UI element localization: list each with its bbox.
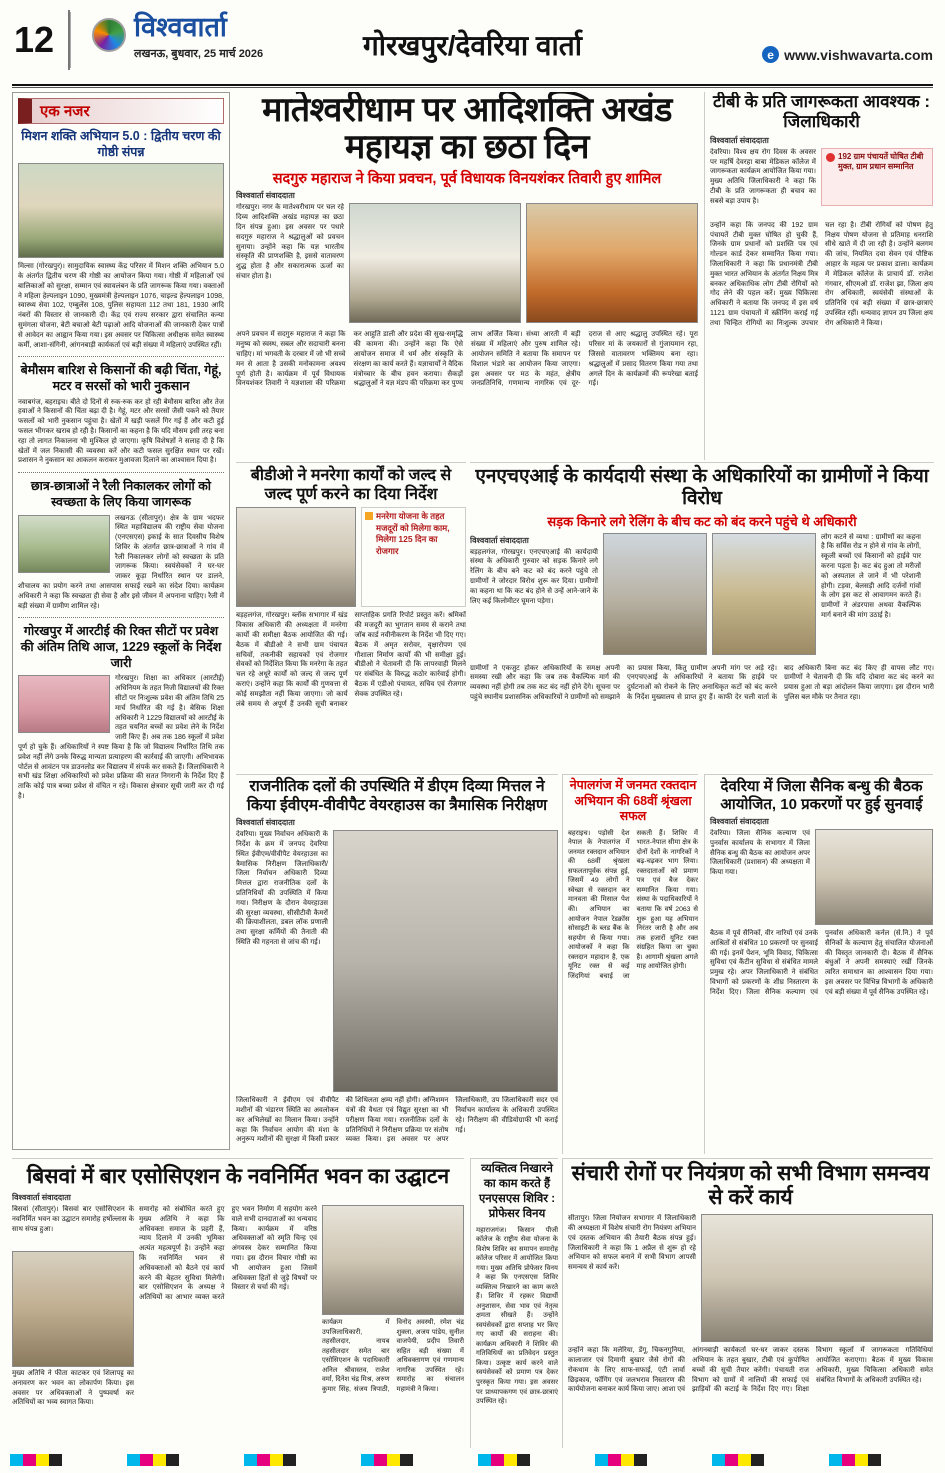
sidebar-article3-headline: छात्र-छात्राओं ने रैली निकालकर लोगों को स्वच्छता के लिए किया जागरूक	[30, 479, 212, 509]
biswan-headline: बिसवां में बार एसोसिएशन के नवनिर्मित भवन का उद्घाटन	[26, 1165, 450, 1188]
photo-sanchari-meeting	[701, 1214, 933, 1342]
main-lead: गोरखपुर। नगर के मातेश्वरीधाम पर चल रहे दिव्य आदिशक्ति अखंड महायज्ञ का छठा दिन संपन्न हुआ। इस अवसर पर पधारे सदगुरु महाराज ने श्रद्धालुओं को प्रवचन सुनाया। उन्होंने कहा कि यज्ञ भारतीय संस्कृति की प्राणशक्ति है, इससे वातावरण शुद्ध होता है और सकारात्मक ऊर्जा का संचार होता है।	[236, 204, 344, 281]
biswan-col-a-bottom: मुख्य अतिथि ने फीता काटकर एवं शिलापट्ट का अनावरण कर भवन का लोकार्पण किया। इस अवसर पर अधिवक्ताओं ने पुष्पवर्षा कर अतिथियों का भव्य स्वागत किया।	[12, 1370, 134, 1407]
tb-lead: देवरिया। विश्व क्षय रोग दिवस के अवसर पर महर्षि देवरहा बाबा मेडिकल कॉलेज में जागरूकता कार्यक्रम आयोजित किया गया। मुख्य अतिथि जिलाधिकारी ने कहा कि टीबी के प्रति जागरूकता ही बचाव का सबसे बड़ा उपाय है।	[710, 148, 816, 205]
bullet-dot-icon	[826, 153, 835, 162]
main-body: अपने प्रवचन में सदगुरु महाराज ने कहा कि मनुष्य को स्वस्थ, सबल और सदाचारी बनना चाहिए। मां भगवती के दरबार में जो भी सच्चे मन से आता है उसकी मनोकामना अवश्य पूर्ण होती है। कार्यक्रम में पूर्व विधायक विनयशंकर तिवारी ने यज्ञशाला की परिक्रमा कर आहुति डाली और प्रदेश की सुख-समृद्धि की कामना की। उन्होंने कहा कि ऐसे आयोजन समाज में धर्म और संस्कृति के संरक्षण का कार्य करते हैं। यज्ञाचार्यों ने वैदिक मंत्रोच्चार के बीच हवन कराया। सैकड़ों श्रद्धालुओं ने यज्ञ मंडप की परिक्रमा कर पुण्य लाभ अर्जित किया। संध्या आरती में बड़ी संख्या में महिलाएं और पुरुष शामिल रहे। आयोजन समिति ने बताया कि समापन पर विशाल भंडारे का आयोजन किया जाएगा। इस अवसर पर मठ के महंत, क्षेत्रीय जनप्रतिनिधि, गणमान्य नागरिक एवं दूर-दराज से आए श्रद्धालु उपस्थित रहे। पूरा परिसर मां के जयकारों से गुंजायमान रहा, जिससे वातावरण भक्तिमय बना रहा। श्रद्धालुओं में प्रसाद वितरण किया गया तथा अगले दिन के कार्यक्रमों की रूपरेखा बताई गई।	[236, 331, 698, 388]
bullet-square-icon	[365, 512, 373, 520]
sainik-photo-row	[710, 829, 933, 925]
biswan-column-b: समारोह को संबोधित करते हुए मुख्य अतिथि ने कहा कि अधिवक्ता समाज के प्रहरी हैं, न्याय दिलाने में उनकी भूमिका अत्यंत महत्वपूर्ण है। उन्होंने कहा कि नवनिर्मित भवन से अधिवक्ताओं को बैठने एवं कार्य करने की बेहतर सुविधा मिलेगी। बार एसोसिएशन के अध्यक्ष ने अतिथियों का आभार व्यक्त करते हुए भवन निर्माण में सहयोग करने वाले सभी दानदाताओं का धन्यवाद किया। कार्यक्रम में वरिष्ठ अधिवक्ताओं को स्मृति चिन्ह एवं अंगवस्त्र देकर सम्मानित किया गया। इस दौरान विचार गोष्ठी का भी आयोजन हुआ जिसमें अधिवक्ता हितों से जुड़े विषयों पर विस्तार से चर्चा की गई।	[139, 1206, 317, 1302]
sidebar-article1-headline: मिशन शक्ति अभियान 5.0 : द्वितीय चरण की गोष्ठी संपन्न	[21, 129, 221, 159]
photo-swachhata-rally	[18, 515, 110, 573]
header-rule	[12, 84, 933, 88]
sidebar-article1-body: मिल्सा (गोरखपुर)। सामुदायिक स्वास्थ्य केंद्र परिसर में मिशन शक्ति अभियान 5.0 के अंतर्गत द्वितीय चरण की गोष्ठी का आयोजन किया गया। गोष्ठी में महिलाओं एवं बालिकाओं को सुरक्षा, सम्मान एवं स्वावलंबन के प्रति जागरूक किया गया। वक्ताओं ने महिला हेल्पलाइन 1090, मुख्यमंत्री हेल्पलाइन 1076, चाइल्ड हेल्पलाइन 1098, स्वास्थ्य सेवा 102, एम्बुलेंस 108, पुलिस सहायता 112 तथा 181, 1930 आदि नंबरों की विस्तार से जानकारी दी। केंद्र एवं राज्य सरकार द्वारा संचालित कन्या सुमंगला योजना, बेटी बचाओ बेटी पढ़ाओ आदि योजनाओं की जानकारी देकर पात्रों से आवेदन का आह्वान किया गया। इस अवसर पर चिकित्सा अधीक्षक समेत स्वास्थ्य कर्मी, आशा-संगिनी, आंगनबाड़ी कार्यकर्ता एवं बड़ी संख्या में महिलाएं उपस्थित रहीं।	[18, 263, 224, 349]
evm-byline: विश्ववार्ता संवाददाता	[236, 818, 295, 828]
sanchari-headline: संचारी रोगों पर नियंत्रण को सभी विभाग समन्वय से करें कार्य	[571, 1162, 930, 1210]
photo-ribbon-cutting	[12, 1251, 134, 1367]
nhai-body: ग्रामीणों ने एकजुट होकर अधिकारियों के समक्ष अपनी समस्या रखी और कहा कि जब तक वैकल्पिक मार्ग की व्यवस्था नहीं होगी तब तक कट बंद नहीं होने देंगे। सूचना पर पहुंचे स्थानीय प्रशासनिक अधिकारियों ने ग्रामीणों को समझाने का प्रयास किया, किंतु ग्रामीण अपनी मांग पर अड़े रहे। एनएचएआई के अधिकारियों ने बताया कि हाईवे पर दुर्घटनाओं को रोकने के लिए अनाधिकृत कटों को बंद करने के निर्देश मुख्यालय से प्राप्त हुए हैं। काफी देर चली वार्ता के बाद अधिकारी बिना कट बंद किए ही वापस लौट गए। ग्रामीणों ने चेतावनी दी कि यदि दोबारा कट बंद करने का प्रयास हुआ तो बड़ा आंदोलन किया जाएगा। इस दौरान भारी पुलिस बल मौके पर तैनात रहा।	[470, 664, 934, 702]
tb-highlight-text: 192 ग्राम पंचायतें घोषित टीबी मुक्त, ग्राम प्रधान सम्मानित	[838, 151, 924, 172]
biswan-article	[12, 1158, 464, 1448]
photo-sainik-meeting	[815, 829, 933, 925]
main-photo-row	[236, 203, 698, 325]
nhai-lead: बड़हलगंज, गोरखपुर। एनएचएआई की कार्यदायी संस्था के अधिकारी गुरुवार को सड़क किनारे लगे रेलिंग के बीच बने कट को बंद करने पहुंचे तो ग्रामीणों ने जोरदार विरोध शुरू कर दिया। ग्रामीणों का कहना था कि कट बंद होने से उन्हें आने-जाने के लिए कई किलोमीटर घूमना पड़ेगा।	[470, 548, 598, 605]
website-link[interactable]	[762, 46, 933, 63]
divider	[18, 617, 224, 618]
section-title: गोरखपुर/देवरिया वार्ता	[363, 30, 582, 61]
masthead	[92, 14, 263, 61]
photo-mission-shakti-goshthi	[18, 163, 224, 258]
tb-top-row	[710, 148, 933, 218]
main-article	[236, 92, 698, 460]
raktdaan-body: बहराइच। पड़ोसी देश नेपाल के नेपालगंज में जनमत रक्तदान अभियान की 68वीं श्रृंखला सफलतापूर्वक संपन्न हुई, जिसमें 49 लोगों ने स्वेच्छा से रक्तदान कर मानवता की मिसाल पेश की। अभियान का आयोजन नेपाल रेडक्रॉस सोसाइटी के ब्लड बैंक के सहयोग से किया गया। आयोजकों ने कहा कि रक्तदान महादान है, एक यूनिट रक्त से कई जिंदगियां बचाई जा सकती हैं। शिविर में भारत-नेपाल सीमा क्षेत्र के दोनों देशों के नागरिकों ने बढ़-चढ़कर भाग लिया। रक्तदाताओं को प्रमाण पत्र एवं बैज देकर सम्मानित किया गया। संस्था के पदाधिकारियों ने बताया कि वर्ष 2063 से शुरू हुआ यह अभियान निरंतर जारी है और अब तक हजारों यूनिट रक्त संग्रहित किया जा चुका है। आगामी श्रृंखला अगले माह आयोजित होगी।	[568, 829, 698, 980]
nhai-article	[470, 462, 934, 772]
nhai-lead-column	[470, 533, 598, 660]
divider	[18, 472, 224, 473]
edition-line: लखनऊ, बुधवार, 25 मार्च 2026	[134, 48, 264, 60]
photo-manrega-meeting	[236, 507, 356, 607]
website-url: www.vishwavarta.com	[784, 46, 933, 63]
sainik-byline: विश्ववार्ता संवाददाता	[710, 817, 769, 826]
nhai-headline: एनएचएआई के कार्यदायी संस्था के अधिकारियों का ग्रामीणों ने किया विरोध	[475, 466, 929, 509]
main-subheadline: सदगुरु महाराज ने किया प्रवचन, पूर्व विधायक विनयशंकर तिवारी हुए शामिल	[272, 171, 662, 188]
sidebar-article2-body: नवाबगंज, बहराइच। बीते दो दिनों से रुक-रुक कर हो रही बेमौसम बारिश और तेज हवाओं ने किसानों की चिंता बढ़ा दी है। गेहूं, मटर और सरसों जैसी पकने को तैयार फसलों को भारी नुकसान पहुंचा है। खेतों में खड़ी फसलें गिर गई हैं और कटी हुई फसल भीगकर खराब हो रही है। किसानों का कहना है कि यदि मौसम इसी तरह बना रहा तो लागत निकालना भी मुश्किल हो जाएगा। कृषि विशेषज्ञों ने सलाह दी है कि खेतों में जल निकासी की व्यवस्था करें और कटी फसल सुरक्षित स्थान पर रखें। प्रशासन ने नुकसान का आकलन कराकर मुआवजा दिलाने का आश्वासन दिया है।	[18, 398, 224, 465]
photo-road-cut	[603, 533, 707, 655]
web-e-icon: e	[762, 46, 779, 63]
sidebar-article4-block	[18, 674, 224, 801]
bdo-headline: बीडीओ ने मनरेगा कार्यों को जल्द से जल्द पूर्ण करने का दिया निर्देश	[250, 467, 452, 504]
bdo-note-text: मनरेगा योजना के तहत मजदूरों को मिलेगा काम, मिलेगा 125 दिन का रोजगार	[376, 511, 450, 556]
ek-najar-panel	[12, 92, 230, 1150]
nhai-photo-row	[470, 533, 934, 660]
sanchari-photo-row	[568, 1214, 933, 1342]
nss-headline: व्यक्तित्व निखारने का काम करते हैं एनएसएस शिविर : प्रोफेसर विनय	[478, 1163, 556, 1220]
biswan-column-a	[12, 1205, 134, 1448]
sidebar-article3-body: लखनऊ (सीतापुर)। क्षेत्र के ग्राम भदफर स्थित महाविद्यालय की राष्ट्रीय सेवा योजना (एनएसएस) इकाई के सात दिवसीय विशेष शिविर के अंतर्गत छात्र-छात्राओं ने गांव में रैली निकालकर लोगों को स्वच्छता के प्रति जागरूक किया। स्वयंसेवकों ने घर-घर जाकर कूड़ा निर्धारित स्थान पर डालने, शौचालय का प्रयोग करने तथा आसपास सफाई रखने का संदेश दिया। कार्यक्रम अधिकारी ने कहा कि स्वच्छता ही सेवा है और इसे जीवन में अपनाना चाहिए। रैली में बड़ी संख्या में ग्रामीण शामिल रहे।	[18, 514, 224, 610]
sanchari-lead: सीतापुर। जिला नियोजन सभागार में जिलाधिकारी की अध्यक्षता में विशेष संचारी रोग नियंत्रण अभियान एवं दस्तक अभियान की तैयारी बैठक संपन्न हुई। जिलाधिकारी ने कहा कि 1 अप्रैल से शुरू हो रहे अभियान को सफल बनाने में सभी विभाग आपसी समन्वय से कार्य करें।	[568, 1215, 696, 1272]
biswan-columns	[12, 1205, 464, 1448]
nss-article	[470, 1158, 558, 1448]
sainik-article	[704, 774, 933, 1154]
photo-mahayagya-crowd	[526, 203, 698, 323]
sidebar-article3-block	[18, 514, 224, 612]
tb-highlight-box	[821, 148, 933, 206]
evm-lead: देवरिया। मुख्य निर्वाचन अधिकारी के निर्देश के क्रम में जनपद देवरिया स्थित ईवीएम/वीवीपैट वेयरहाउस का त्रैमासिक निरीक्षण जिलाधिकारी/जिला निर्वाचन अधिकारी दिव्या मित्तल द्वारा राजनीतिक दलों के प्रतिनिधियों की उपस्थिति में किया गया। निरीक्षण के दौरान वेयरहाउस की सुरक्षा व्यवस्था, सीसीटीवी कैमरों की क्रियाशीलता, डबल लॉक प्रणाली तथा सुरक्षा कर्मियों की तैनाती की स्थिति की गहनता से जांच की गई।	[236, 831, 328, 946]
masthead-title: विश्ववार्ता	[134, 12, 227, 42]
bdo-article	[236, 462, 466, 772]
evm-headline: राजनीतिक दलों की उपस्थिति में डीएम दिव्या मित्तल ने किया ईवीएम-वीवीपैट वेयरहाउस का त्रैमासिक निरीक्षण	[246, 778, 548, 814]
nss-body: महाराजगंज। किसान पीजी कॉलेज के राष्ट्रीय सेवा योजना के विशेष शिविर का समापन समारोह कॉलेज परिसर में आयोजित किया गया। मुख्य अतिथि प्रोफेसर विनय ने कहा कि एनएसएस शिविर व्यक्तित्व निखारने का काम करते हैं। शिविर में रहकर विद्यार्थी अनुशासन, सेवा भाव एवं नेतृत्व क्षमता सीखते हैं। उन्होंने स्वयंसेवकों द्वारा सप्ताह भर किए गए कार्यों की सराहना की। कार्यक्रम अधिकारी ने शिविर की गतिविधियों का प्रतिवेदन प्रस्तुत किया। उत्कृष्ट कार्य करने वाले स्वयंसेवकों को प्रमाण पत्र देकर पुरस्कृत किया गया। इस अवसर पर प्राध्यापकगण एवं छात्र-छात्राएं उपस्थित रहे।	[476, 1226, 558, 1406]
bdo-note-box	[361, 507, 466, 607]
tb-article	[704, 92, 933, 460]
sainik-headline: देवरिया में जिला सैनिक बन्धु की बैठक आयोजित, 10 प्रकरणों पर हुई सुनवाई	[720, 778, 923, 813]
sainik-body: बैठक में पूर्व सैनिकों, वीर नारियों एवं उनके आश्रितों से संबंधित 10 प्रकरणों पर सुनवाई की गई। इनमें पेंशन, भूमि विवाद, चिकित्सा सुविधा एवं कैंटीन सुविधा से संबंधित मामले प्रमुख रहे। अपर जिलाधिकारी ने संबंधित विभागों को प्रकरणों के शीघ्र निस्तारण के निर्देश दिए। जिला सैनिक कल्याण एवं पुनर्वास अधिकारी कर्नल (से.नि.) ने पूर्व सैनिकों के कल्याण हेतु संचालित योजनाओं की विस्तृत जानकारी दी। बैठक में सैनिक बंधुओं ने अपनी समस्याएं रखीं जिनके त्वरित समाधान का आश्वासन दिया गया। इस अवसर पर विभिन्न विभागों के अधिकारी एवं बड़ी संख्या में पूर्व सैनिक उपस्थित रहे।	[710, 930, 933, 996]
sainik-lead: देवरिया। जिला सैनिक कल्याण एवं पुनर्वास कार्यालय के सभागार में जिला सैनिक बन्धु की बैठक का आयोजन अपर जिलाधिकारी (प्रशासन) की अध्यक्षता में किया गया।	[710, 830, 810, 877]
bdo-body: बड़हलगंज, गोरखपुर। ब्लॉक सभागार में खंड विकास अधिकारी की अध्यक्षता में मनरेगा कार्यों की समीक्षा बैठक आयोजित की गई। बैठक में बीडीओ ने सभी ग्राम पंचायत सचिवों, तकनीकी सहायकों एवं रोजगार सेवकों को निर्देशित किया कि मनरेगा के तहत चल रहे अधूरे कार्यों को जल्द से जल्द पूर्ण कराएं। उन्होंने कहा कि कार्यों की गुणवत्ता से कोई समझौता नहीं किया जाएगा। जो कार्य लंबे समय से अपूर्ण हैं उनकी सूची बनाकर साप्ताहिक प्रगति रिपोर्ट प्रस्तुत करें। श्रमिकों की मजदूरी का भुगतान समय से कराने तथा जॉब कार्ड नवीनीकरण के निर्देश भी दिए गए। बैठक में अमृत सरोवर, वृक्षारोपण एवं गौशाला निर्माण कार्यों की भी समीक्षा हुई। बीडीओ ने चेतावनी दी कि लापरवाही मिलने पर संबंधित के विरुद्ध कठोर कार्रवाई होगी। बैठक में एडीओ पंचायत, सचिव एवं रोजगार सेवक उपस्थित रहे।	[236, 612, 466, 708]
photo-school-building	[18, 675, 110, 733]
photo-sadguru-pravachan	[349, 203, 521, 323]
biswan-col-a-top: बिसवां (सीतापुर)। बिसवां बार एसोसिएशन के नवनिर्मित भवन का उद्घाटन समारोह हर्षोल्लास के साथ संपन्न हुआ।	[12, 1206, 134, 1233]
evm-photo-row	[236, 830, 558, 1092]
nhai-byline: विश्ववार्ता संवाददाता	[470, 535, 529, 545]
sidebar-article4-headline: गोरखपुर में आरटीई की रिक्त सीटों पर प्रवेश की अंतिम तिथि आज, 1229 स्कूलों के निर्देश जारी	[20, 624, 222, 670]
photo-excavator	[712, 533, 816, 655]
biswan-column-c	[322, 1205, 464, 1448]
main-headline: मातेश्वरीधाम पर आदिशक्ति अखंड महायज्ञ का छठा दिन	[262, 92, 672, 166]
sidebar-article2-headline: बेमौसम बारिश से किसानों की बढ़ी चिंता, गेहूं, मटर व सरसों को भारी नुकसान	[20, 363, 222, 394]
tb-byline: विश्ववार्ता संवाददाता	[710, 135, 769, 145]
tb-body: उन्होंने कहा कि जनपद की 192 ग्राम पंचायतें टीबी मुक्त घोषित हो चुकी हैं, जिनके ग्राम प्रधानों को प्रशस्ति पत्र एवं गोल्डन कार्ड देकर सम्मानित किया गया। जिलाधिकारी ने कहा कि प्रधानमंत्री टीबी मुक्त भारत अभियान के अंतर्गत निक्षय मित्र बनकर अधिकाधिक लोग टीबी रोगियों को गोद लेने की पहल करें। मुख्य चिकित्सा अधिकारी ने बताया कि जनपद में इस वर्ष 1121 ग्राम पंचायतों में स्क्रीनिंग कराई गई तथा चिन्हित रोगियों का निःशुल्क उपचार चल रहा है। टीबी रोगियों को पोषण हेतु निक्षय पोषण योजना से प्रतिमाह धनराशि सीधे खाते में दी जा रही है। उन्होंने बलगम की जांच, नियमित दवा सेवन एवं पौष्टिक आहार के महत्व पर प्रकाश डाला। कार्यक्रम में मेडिकल कॉलेज के प्राचार्य डॉ. राजेश गंगवार, सीएमओ डॉ. राजेश झा, जिला क्षय रोग अधिकारी, स्वयंसेवी संस्थाओं के प्रतिनिधि एवं बड़ी संख्या में छात्र-छात्राएं उपस्थित रहीं। धन्यवाद ज्ञापन उप जिला क्षय रोग अधिकारी ने किया।	[710, 221, 933, 327]
page-header	[12, 10, 933, 82]
divider	[18, 356, 224, 357]
evm-body: जिलाधिकारी ने ईवीएम एवं वीवीपैट मशीनों की भंडारण स्थिति का अवलोकन कर अभिलेखों का मिलान किया। उन्होंने कहा कि निर्वाचन आयोग की मंशा के अनुरूप मशीनों की सुरक्षा में किसी प्रकार की शिथिलता क्षम्य नहीं होगी। अग्निशमन यंत्रों की वैधता एवं विद्युत सुरक्षा का भी परीक्षण किया गया। राजनीतिक दलों के प्रतिनिधियों ने निरीक्षण प्रक्रिया पर संतोष व्यक्त किया। इस अवसर पर अपर जिलाधिकारी, उप जिलाधिकारी सदर एवं निर्वाचन कार्यालय के अधिकारी उपस्थित रहे। निरीक्षण की वीडियोग्राफी भी कराई गई।	[236, 1097, 558, 1144]
biswan-byline: विश्ववार्ता संवाददाता	[12, 1193, 71, 1202]
sidebar-article4-body: गोरखपुर। शिक्षा का अधिकार (आरटीई) अधिनियम के तहत निजी विद्यालयों की रिक्त सीटों पर निःशुल्क प्रवेश की अंतिम तिथि 25 मार्च निर्धारित की गई है। बेसिक शिक्षा अधिकारी ने 1229 विद्यालयों को आरटीई के तहत चयनित बच्चों का प्रवेश लेने के निर्देश जारी किए हैं। अब तक 186 स्कूलों में प्रवेश पूर्ण हो चुके हैं। अधिकारियों ने स्पष्ट किया है कि जो विद्यालय निर्धारित तिथि तक प्रवेश नहीं लेंगे उनके विरुद्ध मान्यता प्रत्याहरण की कार्रवाई की जाएगी। अभिभावक पोर्टल से आवंटन पत्र डाउनलोड कर विद्यालय में संपर्क कर सकते हैं। जिलाधिकारी ने सभी खंड शिक्षा अधिकारियों को प्रवेश प्रक्रिया की सतत निगरानी के निर्देश दिए हैं ताकि कोई पात्र बच्चा प्रवेश से वंचित न रहे। विकास क्षेत्रवार सूची जारी कर दी गई है।	[18, 675, 225, 800]
page-number: 12	[14, 10, 70, 70]
sanchari-body: उन्होंने कहा कि मलेरिया, डेंगू, चिकनगुनिया, कालाजार एवं दिमागी बुखार जैसे रोगों की रोकथाम के लिए साफ-सफाई, एंटी लार्वा छिड़काव, फॉगिंग एवं जलभराव निस्तारण की कार्ययोजना बनाकर कार्य किया जाए। आशा एवं आंगनबाड़ी कार्यकर्ता घर-घर जाकर दस्तक अभियान के तहत बुखार, टीबी एवं कुपोषित बच्चों की सूची तैयार करेंगी। पंचायती राज विभाग को ग्रामों में नालियों की सफाई एवं झाड़ियों की कटाई के निर्देश दिए गए। शिक्षा विभाग स्कूलों में जागरूकता गतिविधियां आयोजित कराएगा। बैठक में मुख्य विकास अधिकारी, मुख्य चिकित्सा अधिकारी समेत संबंधित विभागों के अधिकारी उपस्थित रहे।	[568, 1347, 933, 1394]
tb-headline: टीबी के प्रति जागरूकता आवश्यक : जिलाधिकारी	[712, 92, 931, 132]
evm-article	[236, 774, 558, 1154]
sanchari-article	[562, 1158, 933, 1448]
bdo-photo-row	[236, 507, 466, 607]
masthead-logo-icon	[92, 18, 126, 52]
nhai-side-column: लोग कटने से व्यथा : ग्रामीणों का कहना है कि सर्विस रोड न होने से गांव के लोगों, स्कूली बच्चों एवं किसानों को हाईवे पार करना पड़ता है। कट बंद हुआ तो मरीजों को अस्पताल ले जाने में भी परेशानी होगी। टड़वा, बेलसड़ी आदि दर्जनों गांवों के लोग इस कट से आवागमन करते हैं। ग्रामीणों ने अंडरपास अथवा वैकल्पिक मार्ग बनाने की मांग उठाई है।	[821, 533, 921, 620]
photo-inauguration-meeting	[322, 1205, 464, 1315]
printer-color-bars	[10, 1454, 935, 1466]
raktdaan-article	[562, 774, 698, 1154]
biswan-col-c-body: कार्यक्रम में उपजिलाधिकारी, तहसीलदार, नायब तहसीलदार समेत बार एसोसिएशन के पदाधिकारी अनिल श्रीवास्तव, राजेश वर्मा, दिनेश चंद्र मिश्र, अरुण कुमार सिंह, संजय त्रिपाठी, विनोद अवस्थी, रमेश चंद्र शुक्ला, अजय पांडेय, सुनील वाजपेयी, प्रदीप तिवारी सहित बड़ी संख्या में अधिवक्तागण एवं गणमान्य नागरिक उपस्थित रहे। समारोह का संचालन महामंत्री ने किया।	[322, 1319, 464, 1393]
raktdaan-headline: नेपालगंज में जनमत रक्तदान अभियान की 68वीं श्रृंखला सफल	[569, 778, 697, 824]
ek-najar-title: एक नजर	[18, 98, 224, 124]
nhai-subheadline: सड़क किनारे लगे रेलिंग के बीच कट को बंद करने पहुंचे थे अधिकारी	[547, 513, 857, 529]
main-byline: विश्ववार्ता संवाददाता	[236, 191, 295, 201]
photo-warehouse-inspection	[333, 830, 558, 1092]
